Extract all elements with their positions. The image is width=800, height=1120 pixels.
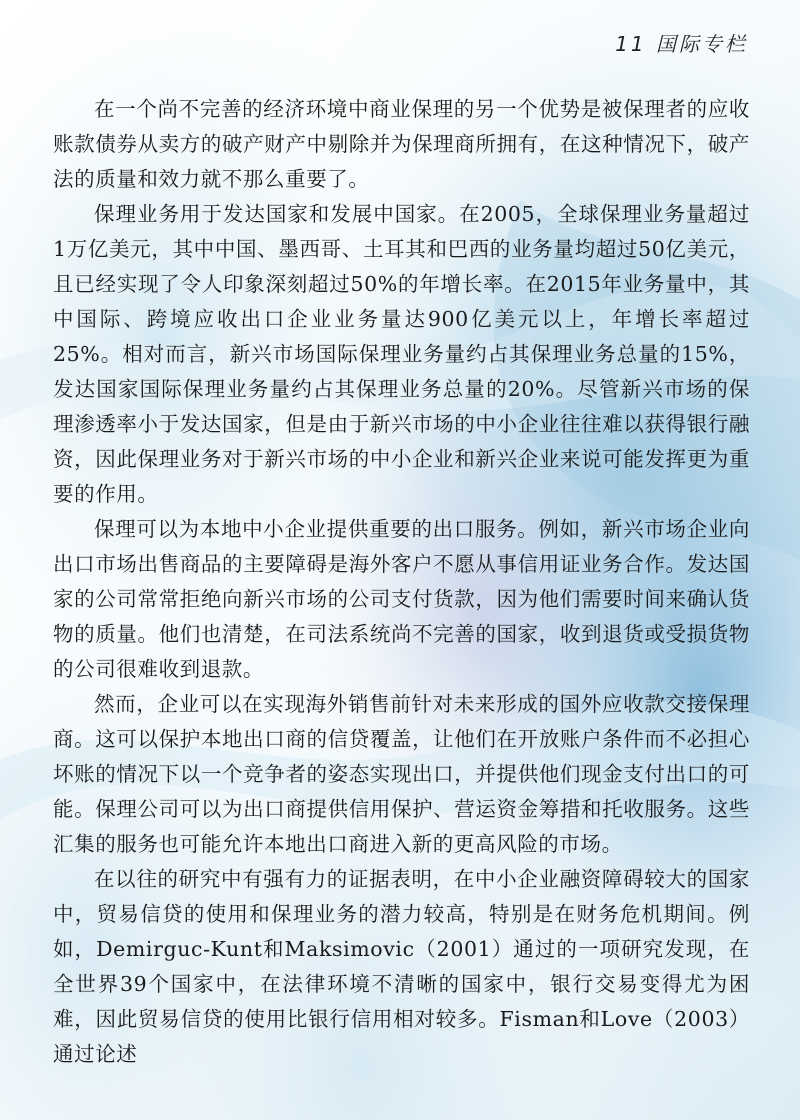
paragraph: 保理可以为本地中小企业提供重要的出口服务。例如，新兴市场企业向出口市场出售商品的主要障碍是海外客户不愿从事信用证业务合作。发达国家的公司常常拒绝向新兴市场的公司支付货款，因为他们需要时间来确认货物的质量。他们也清楚，在司法系统尚不完善的国家，收到退货或受损货物的公司很难收到退款。 — [53, 517, 750, 681]
paragraph: 保理业务用于发达国家和发展中国家。在2005，全球保理业务量超过1万亿美元，其中中国、墨西哥、土耳其和巴西的业务量均超过50亿美元，且已经实现了令人印象深刻超过50%的年增长率。在2015年业务量中，其中国际、跨境应收出口企业业务量达900亿美元以上，年增长率超过25%。相对而言，新兴市场国际保理业务量约占其保理业务总量的15%，发达国家国际保理业务量约占其保理业务总量的20%。尽管新兴市场的保理渗透率小于发达国家，但是由于新兴市场的中小企业往往难以获得银行融资，因此保理业务对于新兴市场的中小企业和新兴企业来说可能发挥更为重要的作用。 — [53, 202, 750, 506]
article-body — [53, 92, 750, 1072]
paragraph: 在以往的研究中有强有力的证据表明，在中小企业融资障碍较大的国家中，贸易信贷的使用和保理业务的潜力较高，特别是在财务危机期间。例如，Demirguc-Kunt和Maksimovic（2001）通过的一项研究发现，在全世界39个国家中，在法律环境不清晰的国家中，银行交易变得尤为困难，因此贸易信贷的使用比银行信用相对较多。Fisman和Love（2003）通过论述 — [53, 867, 750, 1066]
section-header: 11 国际专栏 — [615, 32, 748, 56]
paragraph: 然而，企业可以在实现海外销售前针对未来形成的国外应收款交接保理商。这可以保护本地出口商的信贷覆盖，让他们在开放账户条件而不必担心坏账的情况下以一个竞争者的姿态实现出口，并提供他们现金支付出口的可能。保理公司可以为出口商提供信用保护、营运资金筹措和托收服务。这些汇集的服务也可能允许本地出口商进入新的更高风险的市场。 — [53, 692, 750, 856]
paragraph: 在一个尚不完善的经济环境中商业保理的另一个优势是被保理者的应收账款债券从卖方的破产财产中剔除并为保理商所拥有，在这种情况下，破产法的质量和效力就不那么重要了。 — [53, 97, 750, 191]
